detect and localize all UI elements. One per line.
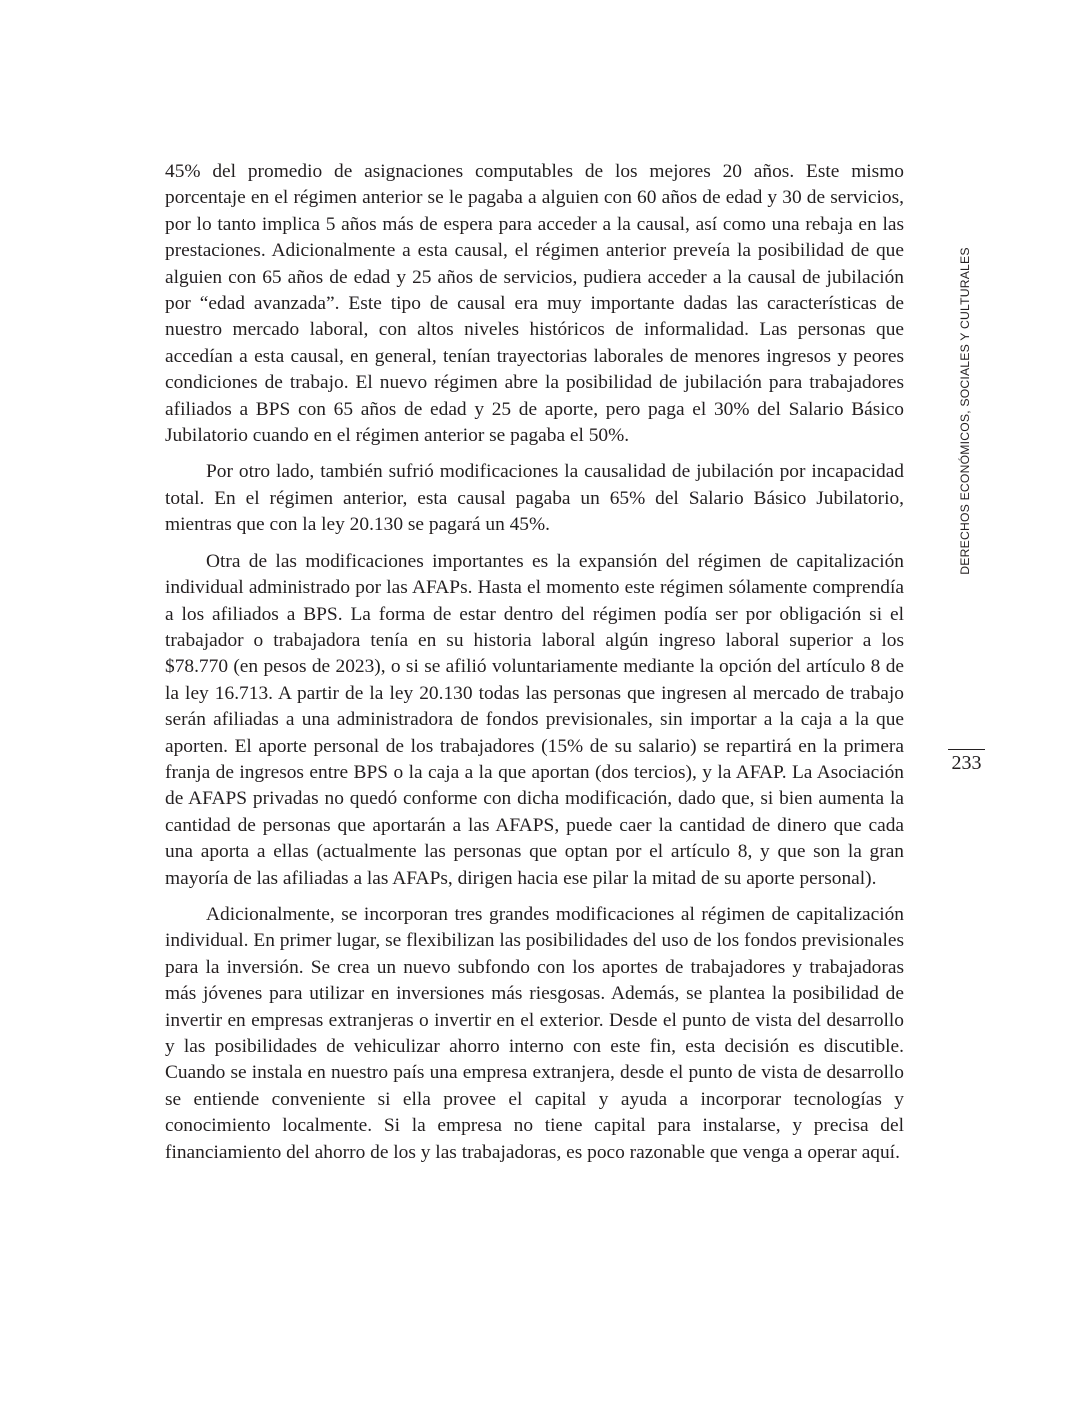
page-number: 233: [951, 752, 982, 774]
paragraph-2: Por otro lado, también sufrió modificaciones la causalidad de jubilación por incapacidad total. En el régimen anterior, esta causal pagaba un 65% del Salario Básico Jubilatorio, mientras que con la ley 20.130 se pagará un 45%.: [165, 461, 904, 536]
running-head-text: DERECHOS ECONÓMICOS, SOCIALES Y CULTURALES: [958, 247, 972, 575]
paragraph-4: Adicionalmente, se incorporan tres grandes modificaciones al régimen de capitalización individual. En primer lugar, se flexibilizan las posibilidades del uso de los fondos previsionales para la inversión. Se crea un nuevo subfondo con los aportes de trabajadores y trabajadoras más jóvenes para utilizar en inversiones más riesgosas. Además, se plantea la posibilidad de invertir en empresas extranjeras o invertir en el exterior. Desde el punto de vista del desarrollo y las posibilidades de vehiculizar ahorro interno con este fin, esta decisión es discutible. Cuando se instala en nuestro país una empresa extranjera, desde el punto de vista de desarrollo se entiende conveniente si ella provee el capital y ayuda a incorporar tecnologías y conocimiento localmente. Si la empresa no tiene capital para instalarse, y precisa del financiamiento del ahorro de los y las trabajadoras, es poco razonable que venga a operar aquí.: [165, 903, 904, 1163]
body-text: [165, 159, 904, 1176]
paragraph-3: Otra de las modificaciones importantes es la expansión del régimen de capitalización individual administrado por las AFAPs. Hasta el momento este régimen sólamente comprendía a los afiliados a BPS. La forma de estar dentro del régimen podía ser por obligación si el trabajador o trabajadora tenía en su historia laboral algún ingreso laboral superior a los $78.770 (en pesos de 2023), o si se afilió voluntariamente mediante la opción del artículo 8 de la ley 16.713. A partir de la ley 20.130 todas las personas que ingresen al mercado de trabajo serán afiliadas a una administradora de fondos previsionales, sin importar a la caja a la que aporten. El aporte personal de los trabajadores (15% de su salario) se repartirá en la primera franja de ingresos entre BPS o la caja a la que aportan (dos tercios), y la AFAP. La Asociación de AFAPS privadas no quedó conforme con dicha modificación, dado que, si bien aumenta la cantidad de personas que aportarán a las AFAPS, puede caer la cantidad de dinero que cada una aporta a ellas (actualmente las personas que optan por el artículo 8, y que son la gran mayoría de las afiliadas a las AFAPs, dirigen hacia ese pilar la mitad de su aporte personal).: [165, 550, 904, 889]
paragraph-1: 45% del promedio de asignaciones computables de los mejores 20 años. Este mismo porcentaje en el régimen anterior se le pagaba a alguien con 60 años de edad y 30 de servicios, por lo tanto implica 5 años más de espera para acceder a la causal, así como una rebaja en las prestaciones. Adicionalmente a esta causal, el régimen anterior preveía la posibilidad de que alguien con 65 años de edad y 25 años de servicios, pudiera acceder a la causal de jubilación por “edad avanzada”. Este tipo de causal era muy importante dadas las características de nuestro mercado laboral, con altos niveles históricos de informalidad. Las personas que accedían a esta causal, en general, tenían trayectorias laborales de menores ingresos y peores condiciones de trabajo. El nuevo régimen abre la posibilidad de jubilación para trabajadores afiliados a BPS con 65 años de edad y 25 de aporte, pero paga el 30% del Salario Básico Jubilatorio cuando en el régimen anterior se pagaba el 50%.: [165, 161, 904, 447]
